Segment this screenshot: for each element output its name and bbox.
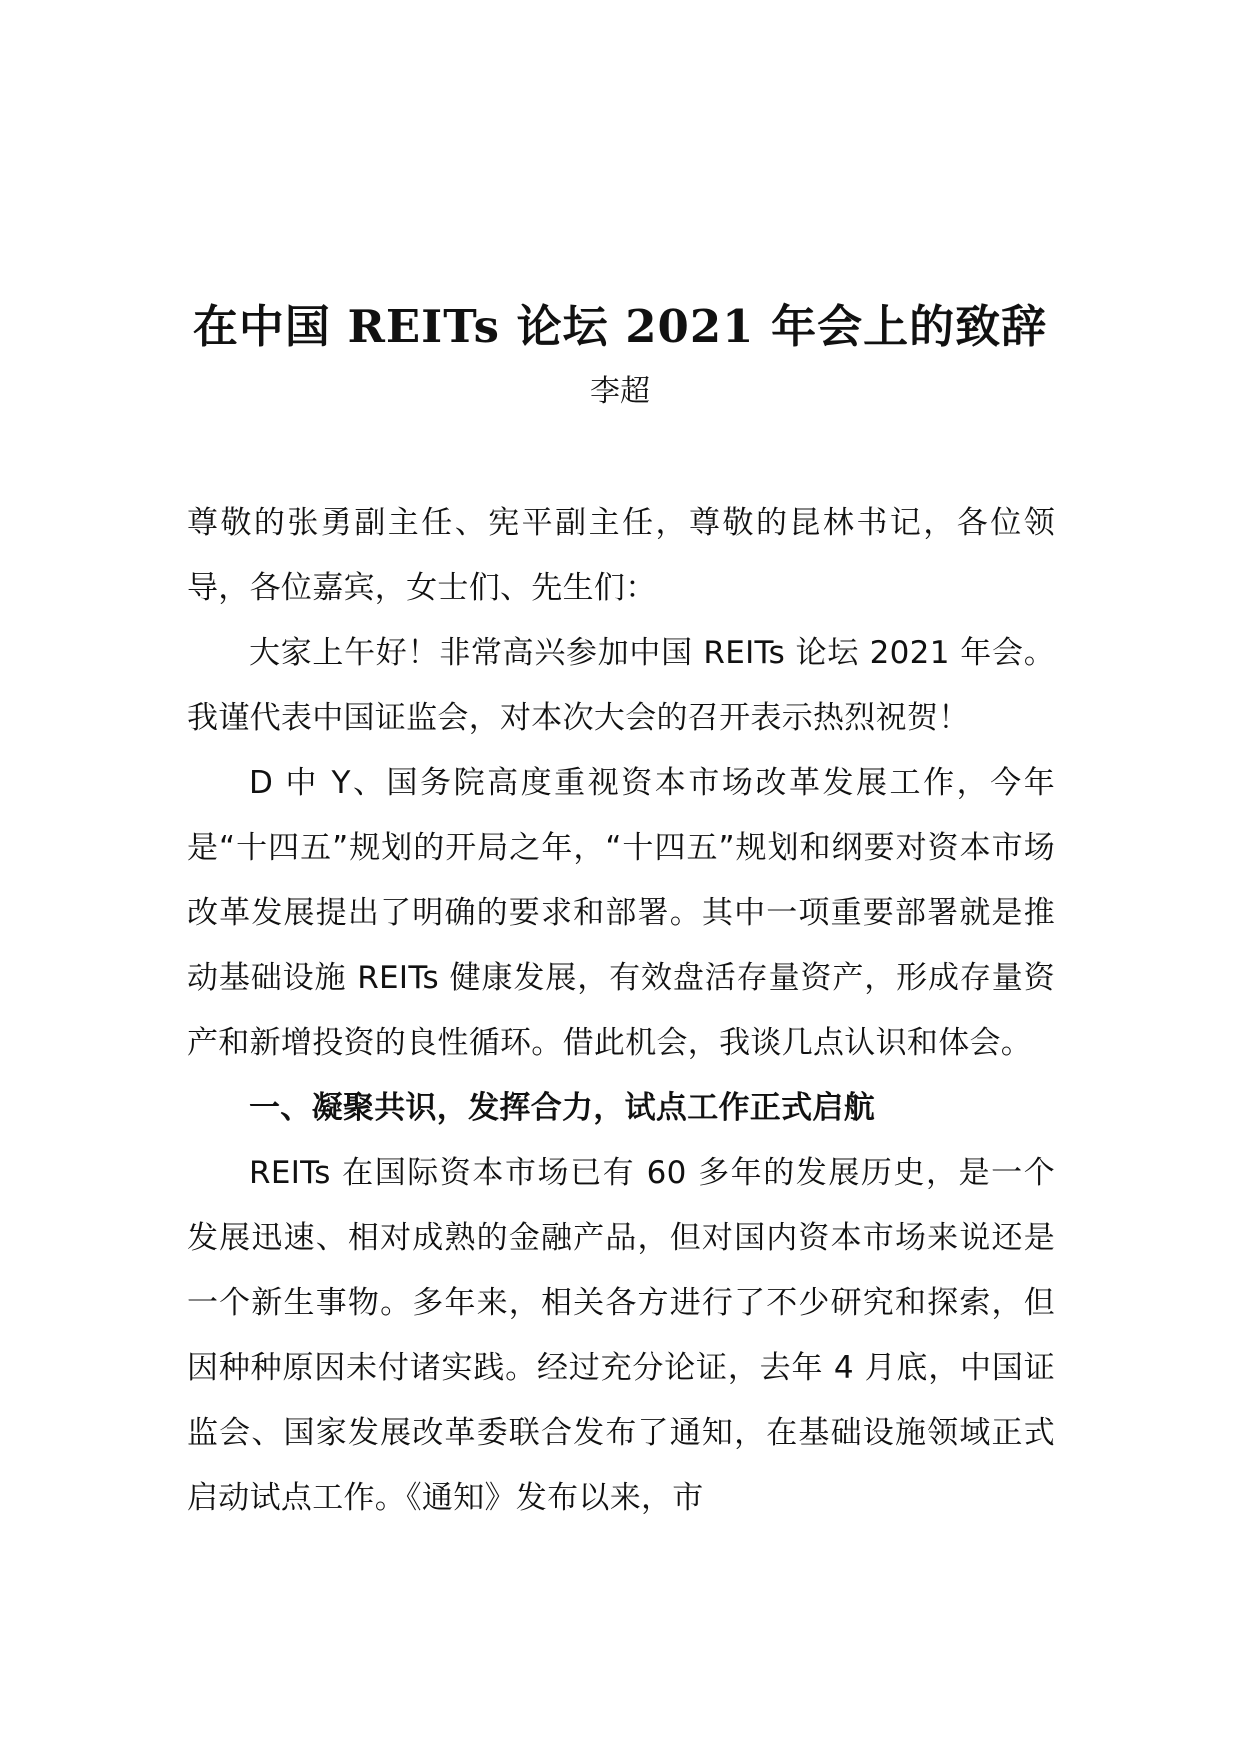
document-body	[187, 491, 1055, 1531]
section-heading: 一、凝聚共识，发挥合力，试点工作正式启航	[249, 1090, 875, 1126]
section-paragraph: REITs 在国际资本市场已有 60 多年的发展历史，是一个发展迅速、相对成熟的金融产品，但对国内资本市场来说还是一个新生事物。多年来，相关各方进行了不少研究和探索，但因种种原因未付诸实践。经过充分论证，去年 4 月底，中国证监会、国家发展改革委联合发布了通知，在基础设施领域正式启动试点工作。《通知》发布以来，市	[187, 1155, 1055, 1516]
body-paragraph-context: D 中 Y、国务院高度重视资本市场改革发展工作，今年是“十四五”规划的开局之年，“十四五”规划和纲要对资本市场改革发展提出了明确的要求和部署。其中一项重要部署就是推动基础设施 REITs 健康发展，有效盘活存量资产，形成存量资产和新增投资的良性循环。借此机会，我谈几点认识和体会。	[187, 765, 1055, 1061]
body-paragraph-greeting: 大家上午好！非常高兴参加中国 REITs 论坛 2021 年会。我谨代表中国证监会，对本次大会的召开表示热烈祝贺！	[187, 635, 1055, 736]
document-author: 李超	[590, 374, 650, 409]
document-title: 在中国 REITs 论坛 2021 年会上的致辞	[192, 300, 1048, 353]
salutation-paragraph: 尊敬的张勇副主任、宪平副主任，尊敬的昆林书记，各位领导，各位嘉宾，女士们、先生们：	[187, 505, 1055, 606]
